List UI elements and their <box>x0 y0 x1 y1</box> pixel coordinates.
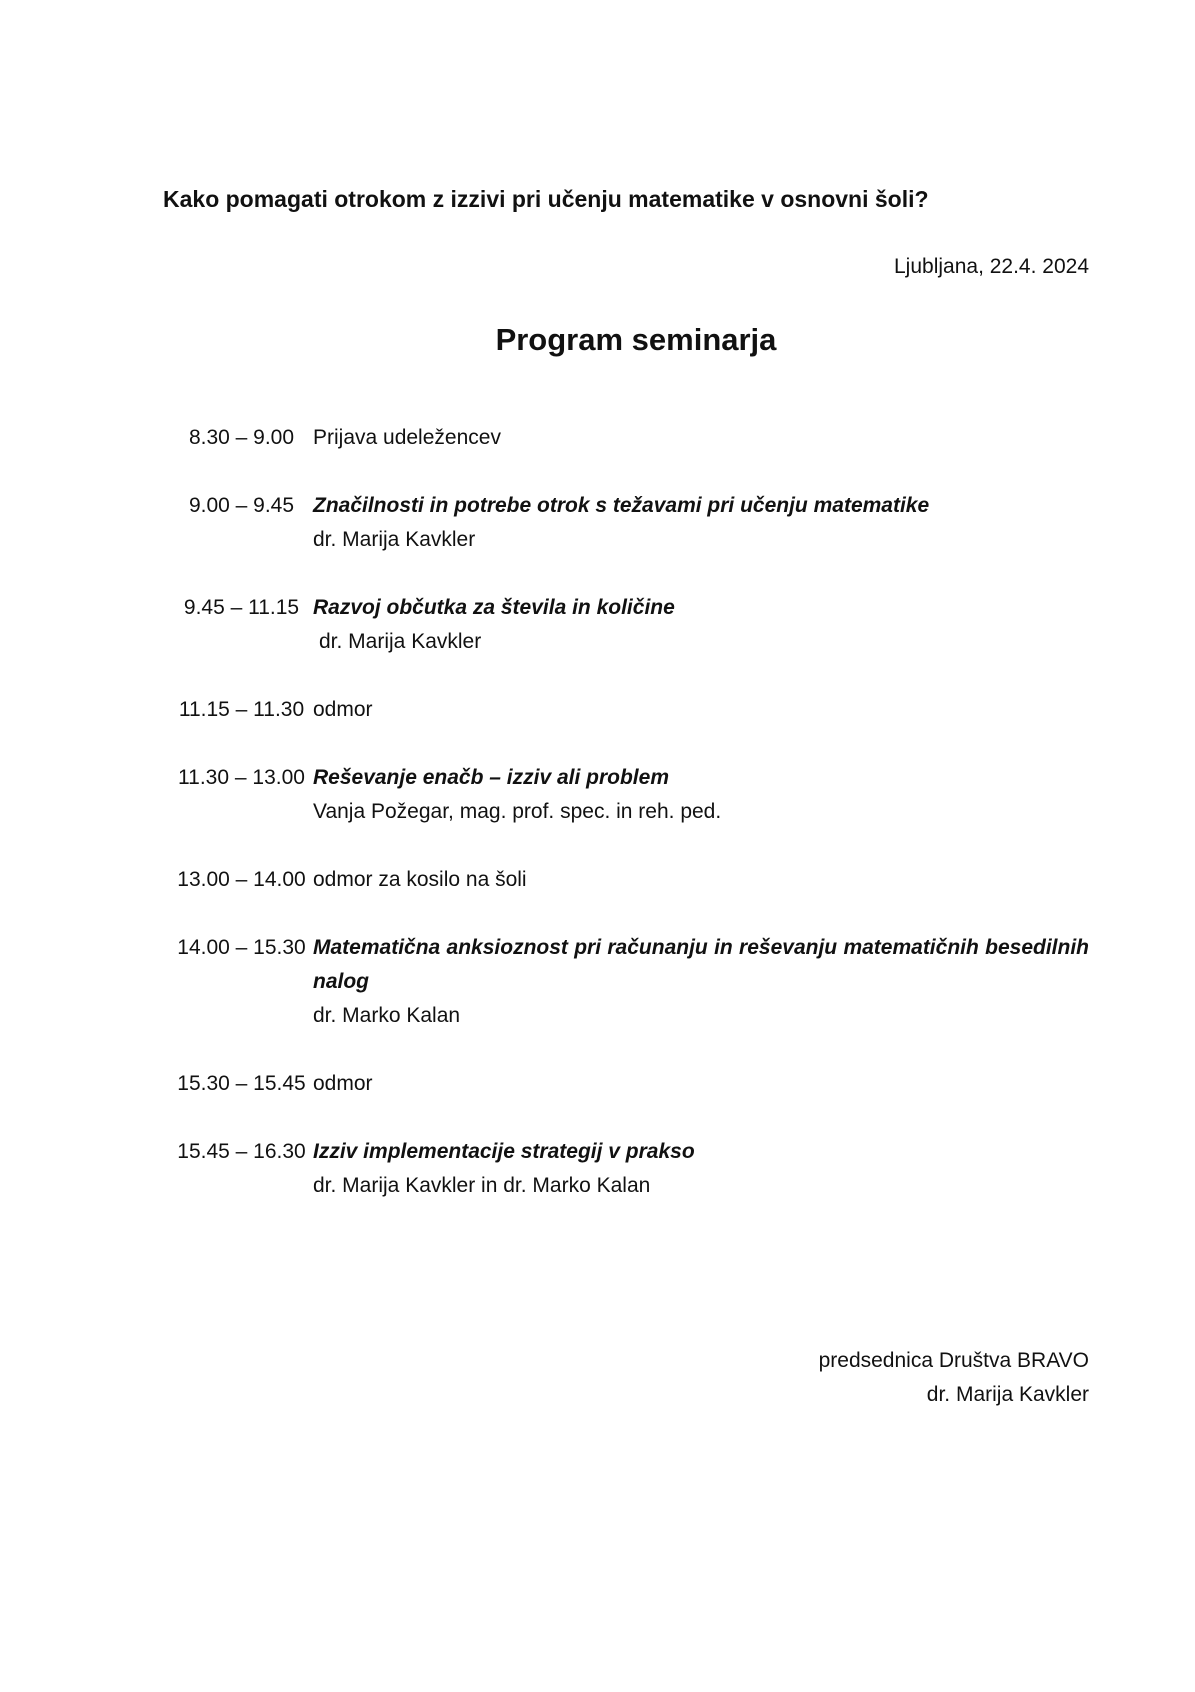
schedule-body <box>313 1067 1089 1101</box>
schedule-speaker: dr. Marija Kavkler in dr. Marko Kalan <box>313 1174 651 1197</box>
schedule-body <box>313 761 1089 829</box>
schedule-title: odmor <box>313 698 373 721</box>
schedule-title: Prijava udeležencev <box>313 426 501 449</box>
schedule-body <box>313 693 1089 727</box>
schedule-list <box>170 421 1089 1237</box>
schedule-item <box>170 931 1089 1033</box>
schedule-speaker: dr. Marko Kalan <box>313 1004 461 1027</box>
schedule-item <box>170 761 1089 829</box>
schedule-time: 11.15 – 11.30 <box>178 698 305 721</box>
schedule-time: 9.45 – 11.15 <box>183 596 300 619</box>
schedule-time: 9.00 – 9.45 <box>188 494 295 517</box>
schedule-body <box>313 591 1089 659</box>
place-and-date: Ljubljana, 22.4. 2024 <box>894 255 1089 278</box>
schedule-speaker: dr. Marija Kavkler <box>313 528 476 551</box>
schedule-item <box>170 1135 1089 1203</box>
schedule-body <box>313 931 1089 1033</box>
schedule-time: 15.45 – 16.30 <box>177 1140 306 1163</box>
schedule-title: Značilnosti in potrebe otrok s težavami pri učenju matematike <box>313 494 930 517</box>
schedule-time: 8.30 – 9.00 <box>188 426 295 449</box>
schedule-title: Reševanje enačb – izziv ali problem <box>313 766 669 789</box>
schedule-time: 14.00 – 15.30 <box>177 936 306 959</box>
schedule-speaker: dr. Marija Kavkler <box>319 630 482 653</box>
schedule-title: Matematična anksioznost pri računanju in reševanju matematičnih besedilnih nalog <box>313 936 1089 993</box>
schedule-title: odmor <box>313 1072 373 1095</box>
schedule-item <box>170 489 1089 557</box>
signature-name: dr. Marija Kavkler <box>926 1383 1089 1406</box>
document-heading: Kako pomagati otrokom z izzivi pri učenju matematike v osnovni šoli? <box>163 186 929 212</box>
signature-block <box>819 1344 1089 1412</box>
schedule-item <box>170 1067 1089 1101</box>
schedule-body <box>313 1135 1089 1203</box>
schedule-title: Razvoj občutka za števila in količine <box>313 596 675 619</box>
program-title: Program seminarja <box>495 322 777 357</box>
schedule-item <box>170 421 1089 455</box>
schedule-time: 11.30 – 13.00 <box>178 766 305 789</box>
schedule-body <box>313 489 1089 557</box>
schedule-speaker: Vanja Požegar, mag. prof. spec. in reh. ped. <box>313 800 722 823</box>
schedule-title: odmor za kosilo na šoli <box>313 868 527 891</box>
schedule-time: 15.30 – 15.45 <box>177 1072 306 1095</box>
schedule-body <box>313 421 1089 455</box>
signature-role: predsednica Društva BRAVO <box>818 1349 1089 1372</box>
schedule-item <box>170 863 1089 897</box>
schedule-time: 13.00 – 14.00 <box>177 868 306 891</box>
schedule-item <box>170 693 1089 727</box>
schedule-item <box>170 591 1089 659</box>
schedule-body <box>313 863 1089 897</box>
schedule-title: Izziv implementacije strategij v prakso <box>313 1140 695 1163</box>
